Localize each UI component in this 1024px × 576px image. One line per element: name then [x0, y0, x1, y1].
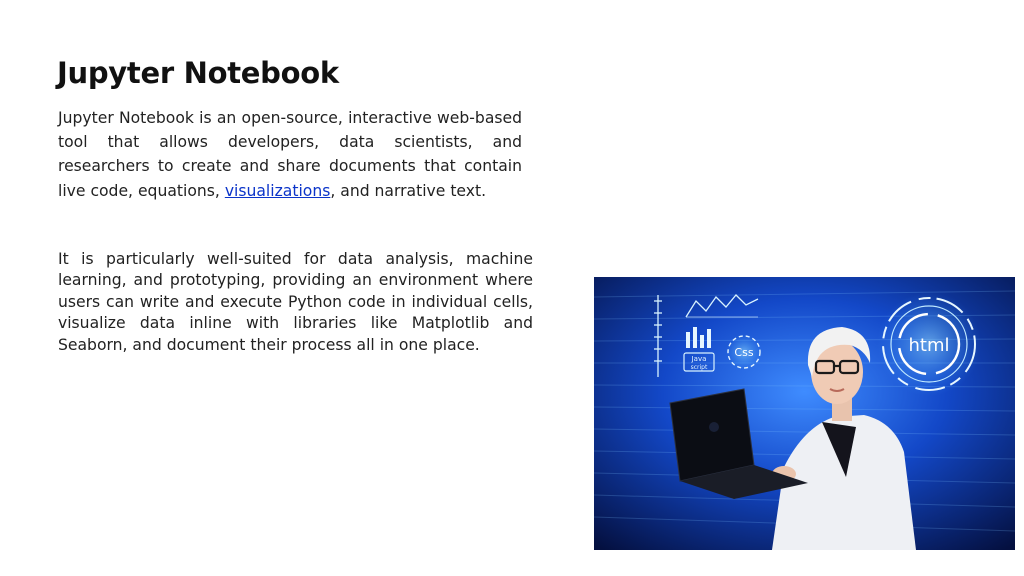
- intro-text-before-link: Jupyter Notebook is an open-source, interactive web-based tool that allows developers, data scientists, and researchers to create and share documents that contain live code, equations,: [58, 109, 522, 200]
- slide-title: Jupyter Notebook: [57, 56, 339, 90]
- javascript-label-line1: Java: [691, 355, 707, 363]
- visualizations-link[interactable]: visualizations: [224, 181, 331, 200]
- usage-paragraph: It is particularly well-suited for data analysis, machine learning, and prototyping, providing an environment where users can write and execute Python code in individual cells, visualize data inline with libraries like Matplotlib and Seaborn, and document their process all in one place.: [58, 250, 533, 354]
- css-badge-icon: [726, 334, 762, 370]
- html-label: html: [908, 335, 950, 356]
- intro-text-after-link: , and narrative text.: [330, 181, 487, 200]
- html-ring-icon: [877, 292, 981, 396]
- intro-paragraph: [58, 106, 522, 203]
- javascript-label-line2: script: [690, 364, 708, 371]
- css-label: Css: [734, 346, 754, 359]
- developer-hologram-photo: [594, 277, 1015, 550]
